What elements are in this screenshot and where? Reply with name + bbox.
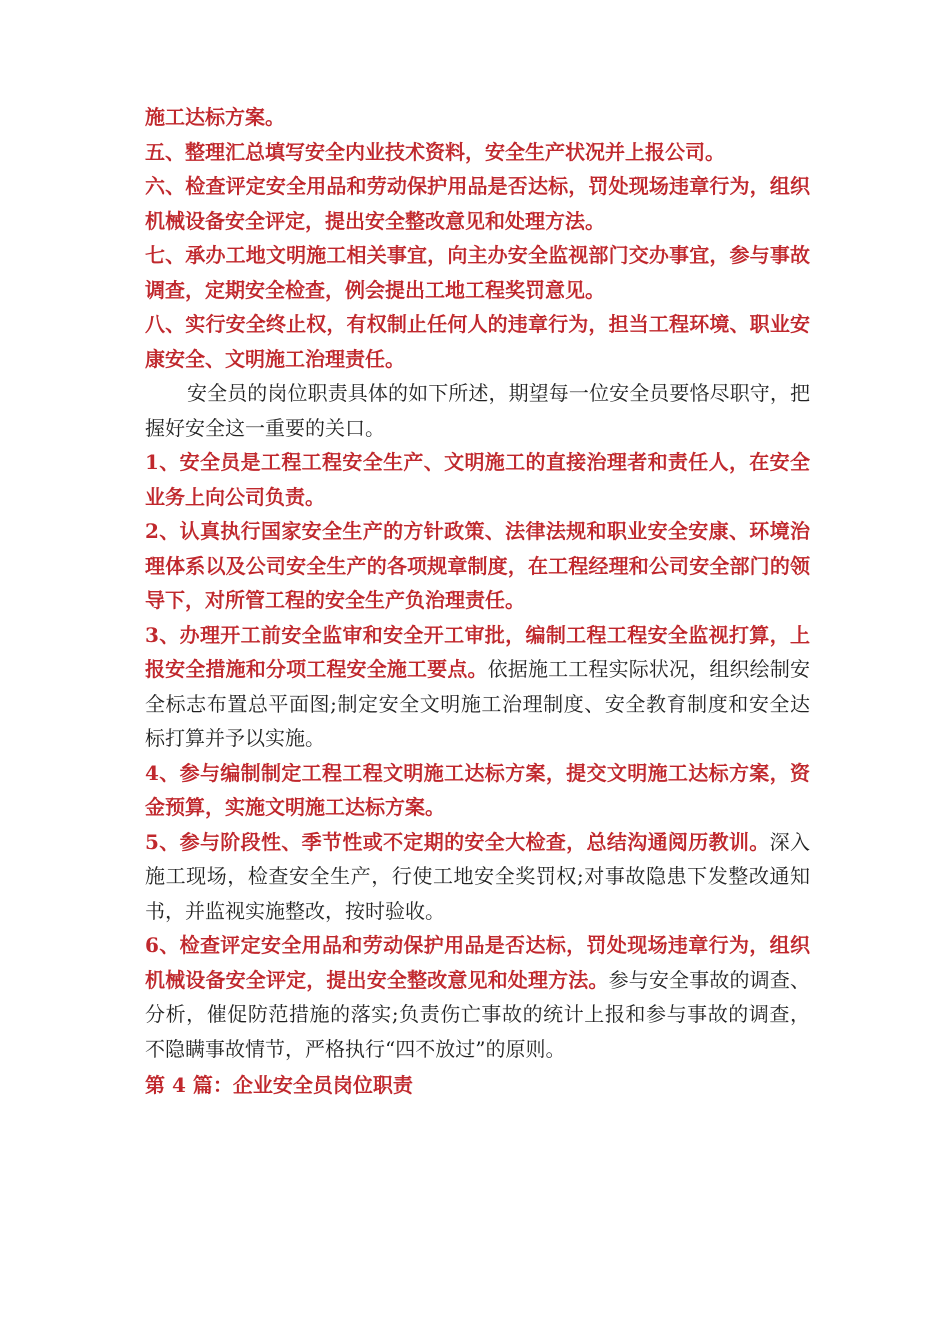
red-text: 3、办理开工前安全监审和安全开工审批，编制工程工程安全监视打算，上报安全措施和分项工程安全施工要点。 [145,622,810,681]
paragraph-duty-6 [145,928,810,1066]
paragraph-duty-1 [145,445,810,514]
paragraph-item-8 [145,307,810,376]
paragraph-duty-5 [145,825,810,929]
red-text: 1、安全员是工程工程安全生产、文明施工的直接治理者和责任人，在安全业务上向公司负责。 [145,450,810,509]
document-body [145,100,810,1103]
paragraph-continuation [145,100,810,135]
red-text: 4、参与编制制定工程工程文明施工达标方案，提交文明施工达标方案，资金预算，实施文明施工达标方案。 [145,760,810,819]
paragraph-duty-2 [145,514,810,618]
red-text: 施工达标方案。 [145,105,285,129]
paragraph-duty-3 [145,618,810,756]
red-text: 八、实行安全终止权，有权制止任何人的违章行为，担当工程环境、职业安康安全、文明施工治理责任。 [145,312,810,371]
paragraph-item-7 [145,238,810,307]
red-text: 2、认真执行国家安全生产的方针政策、法律法规和职业安全安康、环境治理体系以及公司安全生产的各项规章制度，在工程经理和公司安全部门的领导下，对所管工程的安全生产负治理责任。 [145,519,810,612]
body-text: 依据施工工程实际状况，组织绘制安全标志布置总平面图;制定安全文明施工治理制度、安全教育制度和安全达标打算并予以实施。 [145,657,810,750]
section-heading [145,1068,810,1103]
body-text: 参与安全事故的调查、分析，催促防范措施的落实;负责伤亡事故的统计上报和参与事故的调查，不隐瞒事故情节，严格执行“四不放过”的原则。 [145,967,810,1061]
paragraph-duty-4 [145,756,810,825]
paragraph-item-6 [145,169,810,238]
red-text: 5、参与阶段性、季节性或不定期的安全大检查，总结沟通阅历教训。 [145,829,770,854]
red-text: 五、整理汇总填写安全内业技术资料，安全生产状况并上报公司。 [145,139,725,164]
paragraph-intro [145,376,810,445]
red-text: 第 4 篇：企业安全员岗位职责 [145,1073,413,1097]
red-text: 六、检查评定安全用品和劳动保护用品是否达标，罚处现场违章行为，组织机械设备安全评定，提出安全整改意见和处理方法。 [145,174,810,233]
body-text: 深入施工现场，检查安全生产，行使工地安全奖罚权;对事故隐患下发整改通知书，并监视实施整改，按时验收。 [145,829,811,923]
body-text: 安全员的岗位职责具体的如下所述，期望每一位安全员要恪尽职守，把握好安全这一重要的关口。 [145,381,810,440]
red-text: 6、检查评定安全用品和劳动保护用品是否达标，罚处现场违章行为，组织机械设备安全评定，提出安全整改意见和处理方法。 [145,933,810,992]
paragraph-item-5 [145,135,810,170]
red-text: 七、承办工地文明施工相关事宜，向主办安全监视部门交办事宜，参与事故调查，定期安全检查，例会提出工地工程奖罚意见。 [145,243,810,302]
